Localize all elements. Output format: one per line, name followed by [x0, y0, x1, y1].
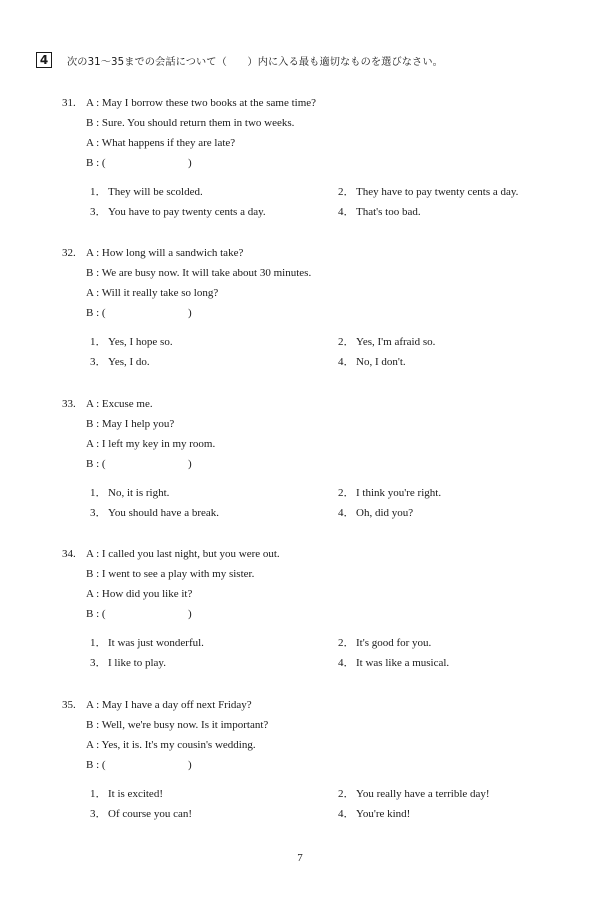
answer-choices	[62, 784, 562, 824]
question-31	[62, 93, 562, 222]
dialogue-text: A : I left my key in my room.	[86, 438, 216, 450]
dialogue-text: A : Yes, it is. It's my cousin's wedding.	[86, 739, 256, 751]
choice-3: 3． I like to play.	[90, 657, 166, 669]
section-instruction: 次の31～35までの会話について（ ）内に入る最も適切なものを選びなさい。	[67, 56, 443, 68]
dialogue-line	[62, 715, 562, 735]
choice-4: 4． It was like a musical.	[338, 657, 450, 669]
dialogue-text: B : ( )	[86, 307, 192, 319]
choice-3: 3． Yes, I do.	[90, 356, 150, 368]
dialogue-text: A : How long will a sandwich take?	[86, 247, 244, 259]
question-number: 34.	[62, 548, 76, 560]
dialogue-text: B : ( )	[86, 157, 192, 169]
dialogue-line	[62, 735, 562, 755]
question-number: 31.	[62, 97, 76, 109]
section-number-box: 4	[36, 52, 52, 68]
page-number: 7	[297, 852, 303, 864]
dialogue-text: A : What happens if they are late?	[86, 137, 236, 149]
dialogue-text: B : Sure. You should return them in two weeks.	[86, 117, 295, 129]
choice-3: 3． You should have a break.	[90, 507, 220, 519]
question-number: 35.	[62, 699, 76, 711]
dialogue-line	[62, 564, 562, 584]
question-34	[62, 544, 562, 673]
choice-1: 1． It is excited!	[90, 788, 163, 800]
choice-3: 3． Of course you can!	[90, 808, 192, 820]
dialogue-text: A : How did you like it?	[86, 588, 193, 600]
answer-choices	[62, 332, 562, 372]
choice-2: 2． You really have a terrible day!	[338, 788, 490, 800]
choice-3: 3． You have to pay twenty cents a day.	[90, 206, 266, 218]
dialogue-text: A : I called you last night, but you were out.	[86, 548, 280, 560]
answer-blank-line	[62, 604, 562, 624]
answer-blank-line	[62, 755, 562, 775]
dialogue-line	[62, 584, 562, 604]
dialogue-text: B : We are busy now. It will take about 30 minutes.	[86, 267, 312, 279]
dialogue-line	[62, 263, 562, 283]
dialogue-text: B : Well, we're busy now. Is it important?	[86, 719, 269, 731]
dialogue-line	[62, 695, 562, 715]
choice-2: 2． I think you're right.	[338, 487, 442, 499]
dialogue-text: A : May I borrow these two books at the same time?	[86, 97, 317, 109]
section-header	[36, 52, 443, 68]
dialogue-text: B : ( )	[86, 458, 192, 470]
choice-1: 1． Yes, I hope so.	[90, 336, 173, 348]
choice-4: 4． No, I don't.	[338, 356, 406, 368]
choice-1: 1． It was just wonderful.	[90, 637, 204, 649]
dialogue-line	[62, 133, 562, 153]
question-number: 33.	[62, 398, 76, 410]
dialogue-text: B : ( )	[86, 759, 192, 771]
dialogue-line	[62, 434, 562, 454]
dialogue-text: A : Will it really take so long?	[86, 287, 219, 299]
choice-4: 4． You're kind!	[338, 808, 411, 820]
answer-choices	[62, 483, 562, 523]
choice-1: 1． They will be scolded.	[90, 186, 203, 198]
dialogue-text: B : May I help you?	[86, 418, 175, 430]
dialogue-text: B : ( )	[86, 608, 192, 620]
dialogue-line	[62, 93, 562, 113]
dialogue-line	[62, 113, 562, 133]
answer-blank-line	[62, 454, 562, 474]
dialogue-line	[62, 243, 562, 263]
dialogue-line	[62, 544, 562, 564]
dialogue-text: A : Excuse me.	[86, 398, 153, 410]
choice-2: 2． They have to pay twenty cents a day.	[338, 186, 519, 198]
choice-1: 1． No, it is right.	[90, 487, 170, 499]
dialogue-text: B : I went to see a play with my sister.	[86, 568, 255, 580]
choice-2: 2． It's good for you.	[338, 637, 432, 649]
answer-choices	[62, 182, 562, 222]
choice-2: 2． Yes, I'm afraid so.	[338, 336, 436, 348]
answer-blank-line	[62, 153, 562, 173]
dialogue-text: A : May I have a day off next Friday?	[86, 699, 252, 711]
question-35	[62, 695, 562, 824]
answer-blank-line	[62, 303, 562, 323]
question-32	[62, 243, 562, 372]
dialogue-line	[62, 394, 562, 414]
question-number: 32.	[62, 247, 76, 259]
choice-4: 4． That's too bad.	[338, 206, 421, 218]
dialogue-line	[62, 414, 562, 434]
choice-4: 4． Oh, did you?	[338, 507, 414, 519]
question-33	[62, 394, 562, 523]
dialogue-line	[62, 283, 562, 303]
answer-choices	[62, 633, 562, 673]
